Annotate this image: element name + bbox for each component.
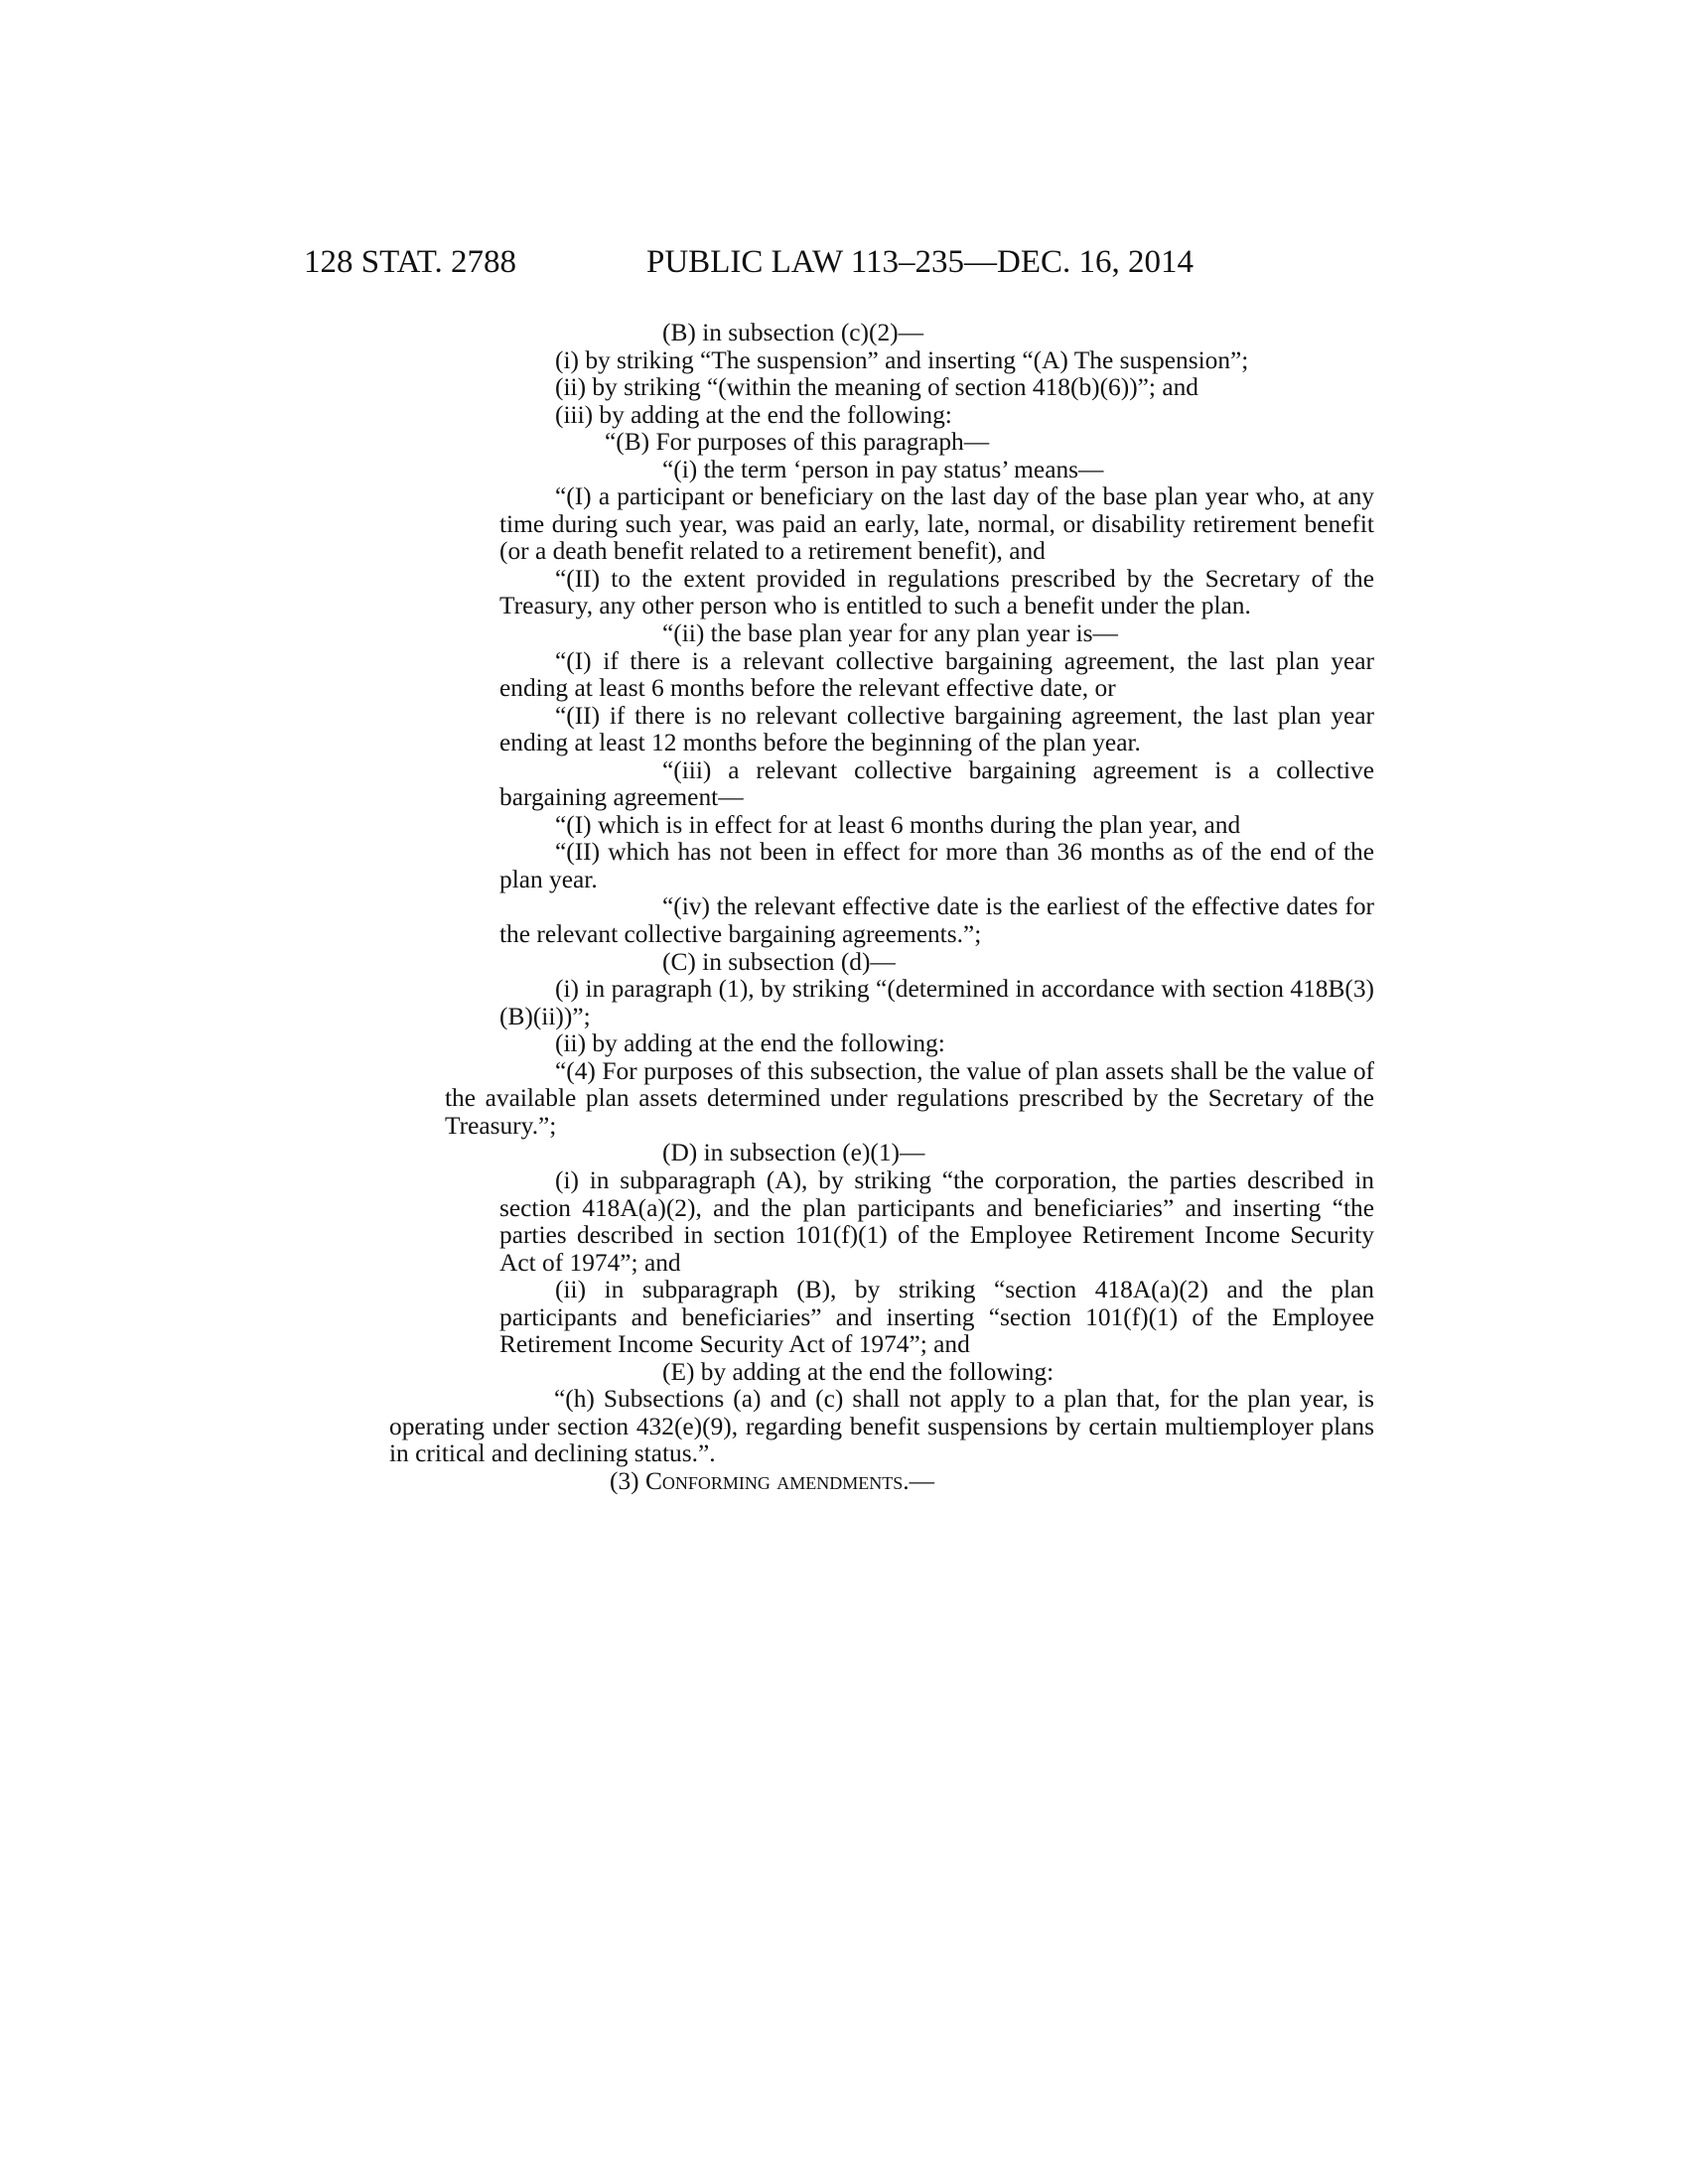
- quoted-i-person-in-pay-status: “(i) the term ‘person in pay status’ means—: [662, 455, 1104, 483]
- quoted-b-purposes: “(B) For purposes of this paragraph—: [605, 428, 990, 457]
- clause-ii-striking-meaning: (ii) by striking “(within the meaning of section 418(b)(6))”; and: [555, 373, 1198, 402]
- quoted-4-plan-assets: “(4) For purposes of this subsection, the value of plan assets shall be the value of the available plan assets determined under regulations prescribed by the Secretary of the Treasury.”;: [445, 1056, 1374, 1140]
- quoted-iii-relevant-agreement: “(iii) a relevant collective bargaining agreement is a collective bargaining agreement—: [499, 755, 1374, 812]
- clause-ii-subparagraph-b: (ii) in subparagraph (B), by striking “section 418A(a)(2) and the plan participants and beneficiaries” and inserting “section 101(f)(1) of the Employee Retirement Income Security Act of 1974”; and: [499, 1276, 1374, 1359]
- document-body: [389, 319, 1374, 1496]
- clause-i-paragraph-1: (i) in paragraph (1), by striking “(determined in accordance with section 418B(3)(B)(ii))”;: [499, 975, 1374, 1030]
- statute-page-number: 128 STAT. 2788: [304, 244, 517, 280]
- paragraph-3-conforming-amendments: (3) Conforming amendments.—: [610, 1466, 934, 1495]
- clause-i-striking-suspension: (i) by striking “The suspension” and inserting “(A) The suspension”;: [555, 345, 1249, 374]
- quoted-II-no-relevant-agreement: “(II) if there is no relevant collective bargaining agreement, the last plan year ending at least 12 months before the beginning of the plan year.: [499, 701, 1374, 757]
- quoted-ii-base-plan-year: “(ii) the base plan year for any plan year is—: [662, 619, 1118, 648]
- paragraph-c-subsection-d: (C) in subsection (d)—: [662, 947, 896, 976]
- quoted-iv-effective-date: “(iv) the relevant effective date is the earliest of the effective dates for the relevant collective bargaining agreements.”;: [499, 892, 1374, 949]
- quoted-h-subsections: “(h) Subsections (a) and (c) shall not apply to a plan that, for the plan year, is operating under section 432(e)(9), regarding benefit suspensions by certain multiemployer plans in critical and declining status.”.: [389, 1385, 1374, 1468]
- clause-i-subparagraph-a: (i) in subparagraph (A), by striking “the corporation, the parties described in section 418A(a)(2), and the plan participants and beneficiaries” and inserting “the parties described in section 101(f)(1) of the Employee Retirement Income Security Act of 1974”; and: [499, 1165, 1374, 1277]
- quoted-I-participant: “(I) a participant or beneficiary on the last day of the base plan year who, at any time during such year, was paid an early, late, normal, or disability retirement benefit (or a death benefit related to a retirement benefit), and: [499, 482, 1374, 566]
- clause-iii-adding-following: (iii) by adding at the end the following:: [555, 400, 952, 429]
- quoted-I-in-effect: “(I) which is in effect for at least 6 months during the plan year, and: [555, 810, 1241, 839]
- quoted-I-relevant-agreement: “(I) if there is a relevant collective bargaining agreement, the last plan year ending at least 6 months before the relevant effective date, or: [499, 646, 1374, 703]
- quoted-II-regulations: “(II) to the extent provided in regulations prescribed by the Secretary of the Treasury, any other person who is entitled to such a benefit under the plan.: [499, 564, 1374, 620]
- clause-ii-adding-following: (ii) by adding at the end the following:: [555, 1029, 945, 1058]
- paragraph-d-subsection-e1: (D) in subsection (e)(1)—: [662, 1139, 925, 1167]
- running-header-title: PUBLIC LAW 113–235—DEC. 16, 2014: [646, 244, 1195, 280]
- quoted-II-not-in-effect: “(II) which has not been in effect for more than 36 months as of the end of the plan year.: [499, 838, 1374, 893]
- paragraph-b-subsection-c2: (B) in subsection (c)(2)—: [662, 319, 924, 346]
- paragraph-e-adding: (E) by adding at the end the following:: [662, 1357, 1055, 1386]
